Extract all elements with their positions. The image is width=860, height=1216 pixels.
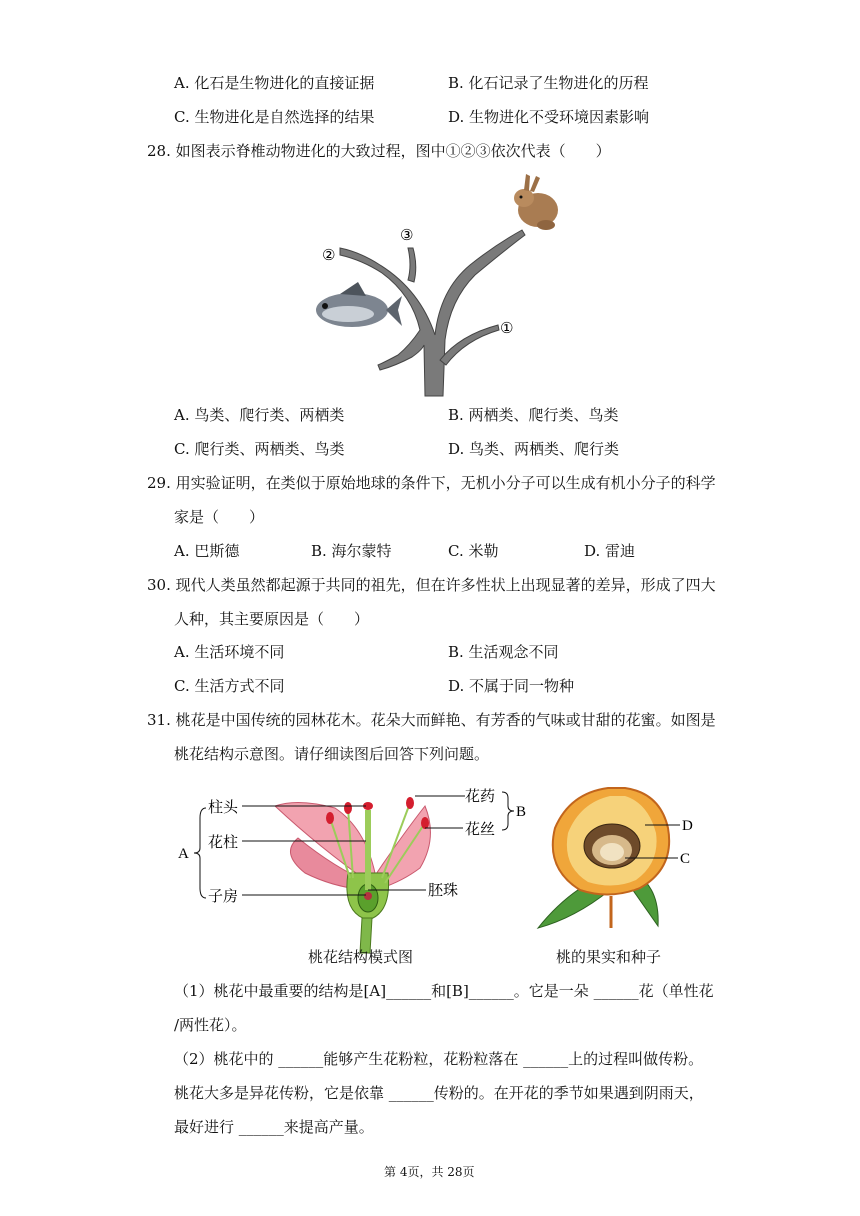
q28-option-c: C. 爬行类、两栖类、鸟类 (174, 440, 345, 458)
q31-part2-line1: （2）桃花中的 ______能够产生花粉粒，花粉粒落在 ______上的过程叫做传粉。 (174, 1050, 704, 1068)
q28-stem: 28. 如图表示脊椎动物进化的大致过程，图中①②③依次代表（ ） (147, 142, 611, 160)
q31-part1-line2: /两性花）。 (174, 1016, 247, 1034)
q31-part2-line3: 最好进行 ______来提高产量。 (174, 1118, 374, 1136)
peach-fruit-figure (530, 778, 710, 938)
q28-option-b: B. 两栖类、爬行类、鸟类 (448, 406, 619, 424)
peach-fruit-svg (530, 778, 710, 938)
q30-option-b: B. 生活观念不同 (448, 643, 559, 661)
q28-option-d: D. 鸟类、两栖类、爬行类 (448, 440, 620, 458)
vertebrate-evolution-figure (300, 170, 570, 400)
branch-one (440, 325, 499, 365)
q30-stem-line2: 人种，其主要原因是（ ） (174, 610, 370, 628)
q30-option-c: C. 生活方式不同 (174, 677, 285, 695)
label-two: ② (322, 246, 336, 264)
q29-option-c: C. 米勒 (448, 542, 499, 560)
label-one: ① (500, 319, 514, 337)
branch-three (408, 248, 416, 282)
label-b: B (516, 804, 527, 820)
q31-part1-line1: （1）桃花中最重要的结构是[A]______和[B]______。它是一朵 ______花（单性花 (174, 982, 714, 1000)
fruit-caption: 桃的果实和种子 (556, 948, 662, 966)
q27-option-b: B. 化石记录了生物进化的历程 (448, 74, 649, 92)
q31-stem-line1: 31. 桃花是中国传统的园林花木。花朵大而鲜艳、有芳香的气味或甘甜的花蜜。如图是 (147, 711, 716, 729)
label-peizhu: 胚珠 (428, 881, 459, 899)
q31-part2-line2: 桃花大多是异花传粉，它是依靠 ______传粉的。在开花的季节如果遇到阴雨天， (174, 1084, 704, 1102)
label-huasi: 花丝 (465, 820, 496, 838)
label-d: D (682, 818, 693, 834)
label-huazhu: 花柱 (208, 833, 239, 851)
q28-option-a: A. 鸟类、爬行类、两栖类 (174, 406, 345, 424)
q31-stem-line2: 桃花结构示意图。请仔细读图后回答下列问题。 (174, 745, 490, 763)
label-c: C (680, 851, 691, 867)
q27-option-d: D. 生物进化不受环境因素影响 (448, 108, 650, 126)
q29-stem-line2: 家是（ ） (174, 508, 265, 526)
rabbit-icon (514, 174, 558, 230)
page-footer: 第 4页，共 28页 (384, 1165, 475, 1179)
label-zhutou: 柱头 (208, 798, 239, 816)
flower-caption: 桃花结构模式图 (308, 948, 414, 966)
label-three: ③ (400, 226, 414, 244)
peach-flower-figure (170, 778, 530, 968)
q30-option-a: A. 生活环境不同 (174, 643, 285, 661)
label-huayao: 花药 (465, 787, 496, 805)
q29-option-b: B. 海尔蒙特 (311, 542, 392, 560)
q27-option-c: C. 生物进化是自然选择的结果 (174, 108, 375, 126)
q27-option-a: A. 化石是生物进化的直接证据 (174, 74, 375, 92)
fish-icon (316, 282, 402, 327)
label-zifang: 子房 (208, 887, 239, 905)
q29-stem-line1: 29. 用实验证明，在类似于原始地球的条件下，无机小分子可以生成有机小分子的科学 (147, 474, 716, 492)
q30-option-d: D. 不属于同一物种 (448, 677, 575, 695)
q29-option-a: A. 巴斯德 (174, 542, 240, 560)
label-a: A (178, 846, 189, 862)
q29-option-d: D. 雷迪 (584, 542, 636, 560)
peach-flower-svg (170, 778, 530, 968)
q30-stem-line1: 30. 现代人类虽然都起源于共同的祖先，但在许多性状上出现显著的差异，形成了四大 (147, 576, 716, 594)
evolution-tree-svg (300, 170, 570, 400)
